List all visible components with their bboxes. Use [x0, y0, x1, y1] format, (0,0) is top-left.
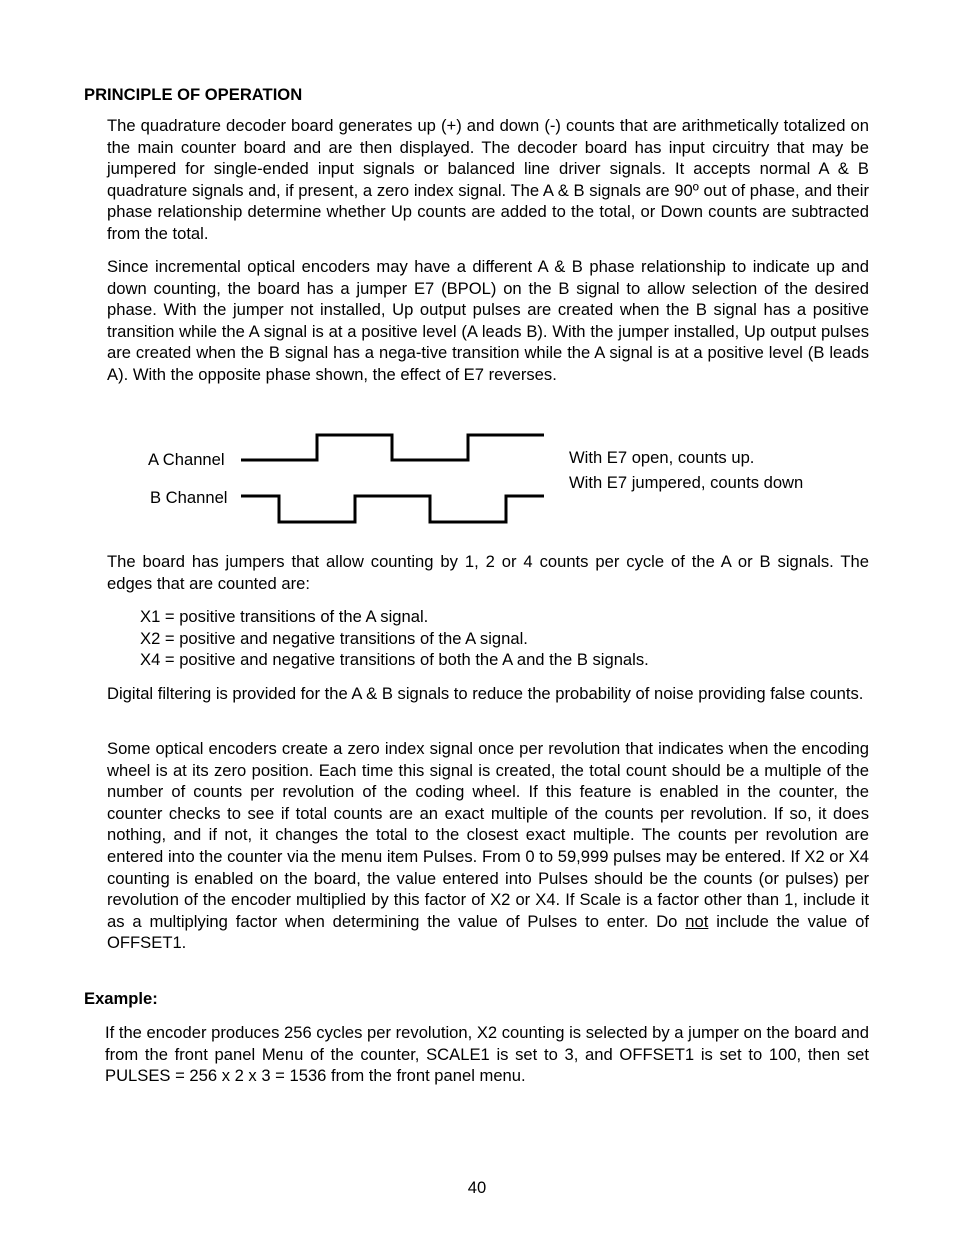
paragraph-phase-relationship: Since incremental optical encoders may have a different A & B phase relationship to indicate up and down counting, the board has a jumper E7 (BPOL) on the B signal to allow selection of the desired phase. With the jumper not installed, Up output pulses are created when the B signal has a positive transition while the A signal is at a positive level (A leads B). With the jumper installed, Up output pulses are created when the B signal has a nega-tive transition while the A signal is at a positive level (B leads A). With the opposite phase shown, the effect of E7 reverses.: [107, 257, 869, 384]
page-number: 40: [467, 1178, 487, 1197]
count-mode-x2: X2 = positive and negative transitions of the A signal.: [140, 628, 528, 648]
b-channel-label: B Channel: [150, 488, 228, 507]
zero-index-text-end: include the value of OFFSET1.: [107, 911, 869, 953]
count-mode-list: [140, 606, 649, 671]
count-mode-x1: X1 = positive transitions of the A signal.: [140, 607, 429, 626]
a-channel-label: A Channel: [148, 450, 225, 469]
paragraph-quadrature-decoder: The quadrature decoder board generates up (+) and down (-) counts that are arithmetically totalized on the main counter board and are then displayed. The decoder board has input circuitry that may be jumpered for single-ended input signals or balanced line driver signals. It accepts normal A & B quadrature signals and, if present, a zero index signal. The A & B signals are 90º out of phase, and their phase relationship determine whether Up counts are added to the total, or Down counts are subtracted from the total.: [107, 116, 869, 243]
paragraph-zero-index: [107, 738, 869, 954]
e7-jumpered-note: With E7 jumpered, counts down: [569, 473, 804, 492]
example-heading: Example:: [84, 989, 158, 1008]
a-channel-waveform: [241, 435, 544, 460]
zero-index-text: Some optical encoders create a zero index signal once per revolution that indicates when the encoding wheel is at its zero position. Each time this signal is created, the total count should be a multiple of the number of counts per revolution of the coding wheel. If this feature is enabled in the counter, the counter checks to see if total counts are an exact multiple of the counts per revolution. If so, it does nothing, and if not, it changes the total to the closest exact multiple. The counts per revolution are entered into the counter via the menu item Pulses. From 0 to 59,999 pulses may be entered. If X2 or X4 counting is enabled on the board, the value entered into Pulses should be the counts (or pulses) per revolution of the encoder multiplied by this factor of X2 or X4. If Scale is a factor other than 1, include it as a multiplying factor when determining the value of Pulses to enter. Do: [107, 739, 869, 931]
e7-open-note: With E7 open, counts up.: [569, 448, 755, 467]
count-mode-x4: X4 = positive and negative transitions of both the A and the B signals.: [140, 650, 649, 670]
example-paragraph: If the encoder produces 256 cycles per revolution, X2 counting is selected by a jumper on the board and from the front panel Menu of the counter, SCALE1 is set to 3, and OFFSET1 is set to 100, then set PULSES = 256 x 2 x 3 = 1536 from the front panel menu.: [105, 1023, 869, 1086]
paragraph-digital-filtering: Digital filtering is provided for the A & B signals to reduce the probability of noise providing false counts.: [107, 684, 864, 703]
b-channel-waveform: [241, 496, 544, 522]
section-title: PRINCIPLE OF OPERATION: [84, 85, 303, 104]
not-emphasis: not: [685, 911, 709, 931]
paragraph-count-jumpers: The board has jumpers that allow counting by 1, 2 or 4 counts per cycle of the A or B signals. The edges that are counted are:: [107, 552, 869, 593]
